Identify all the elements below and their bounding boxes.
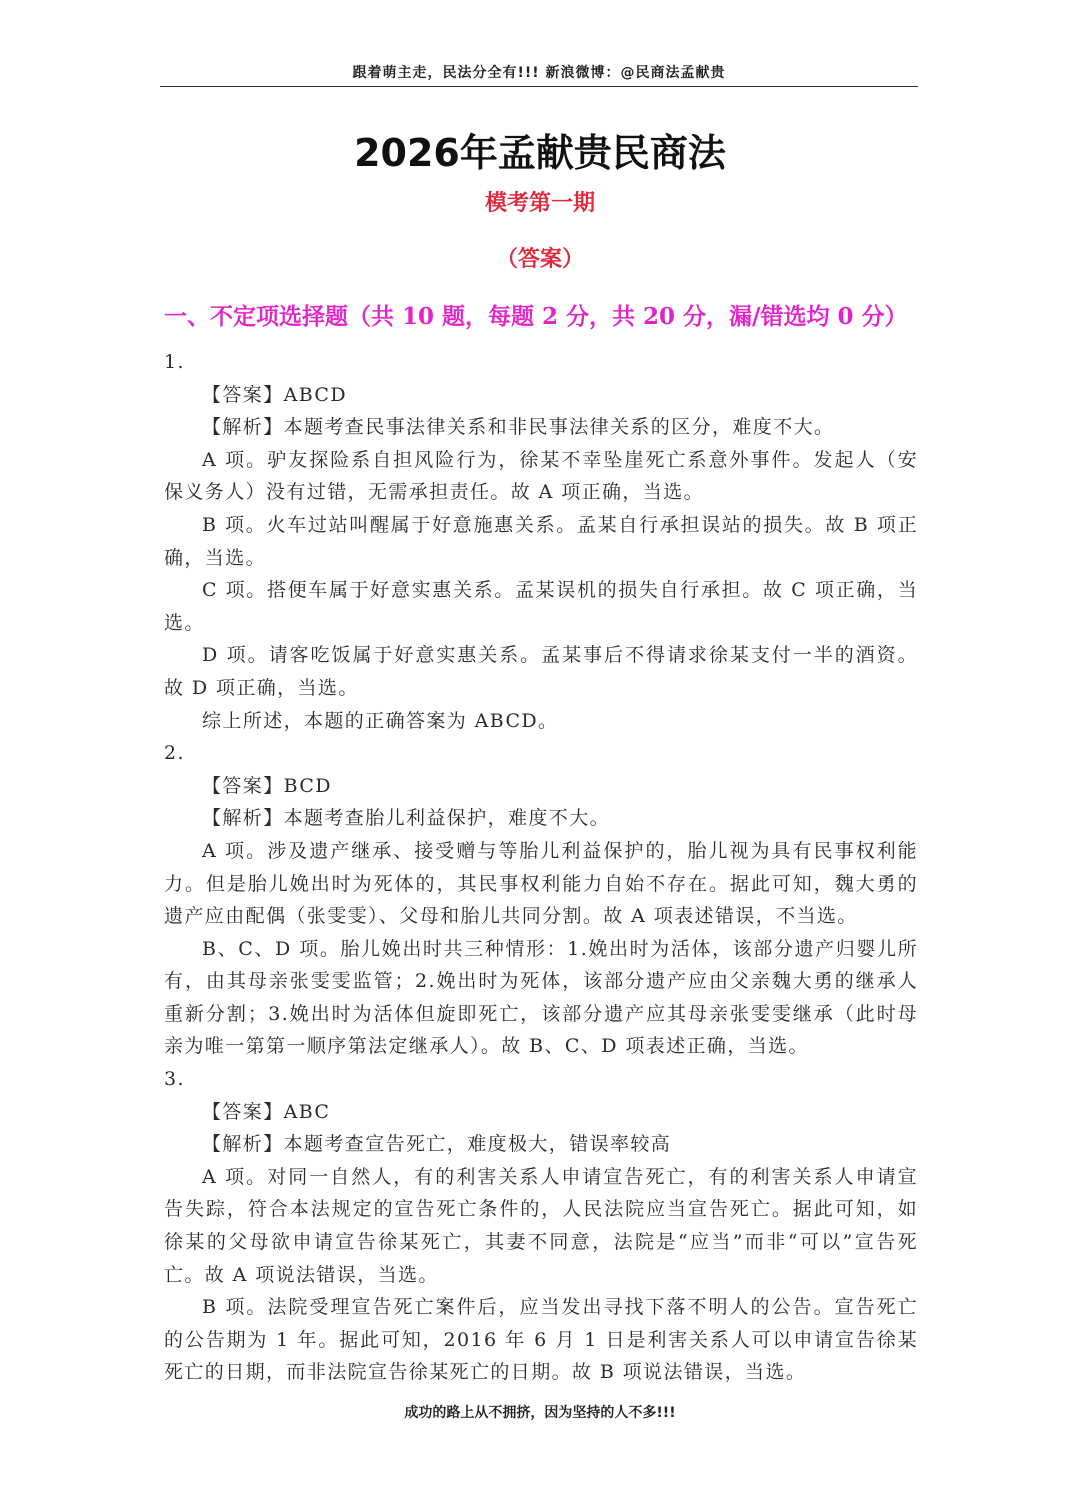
question-number: 3.: [164, 1068, 185, 1091]
analysis-paragraph: A 项。对同一自然人，有的利害关系人申请宣告死亡，有的利害关系人申请宣告失踪，符合本法规定的宣告死亡条件的，人民法院应当宣告死亡。据此可知，如徐某的父母欲申请宣告徐某死亡，其妻不同意，法院是“应当”而非“可以”宣告死亡。故 A 项说法错误，当选。: [164, 1165, 918, 1286]
analysis-paragraph: A 项。涉及遗产继承、接受赠与等胎儿利益保护的，胎儿视为具有民事权利能力。但是胎儿娩出时为死体的，其民事权利能力自始不存在。据此可知，魏大勇的遗产应由配偶（张雯雯）、父母和胎儿共同分割。故 A 项表述错误，不当选。: [164, 839, 918, 928]
question-analysis: 【解析】本题考查宣告死亡，难度极大，错误率较高: [202, 1133, 672, 1156]
question-analysis: 【解析】本题考查民事法律关系和非民事法律关系的区分，难度不大。: [202, 416, 835, 439]
page-header: 跟着萌主走，民法分全有!!! 新浪微博：@民商法孟献贵: [352, 65, 726, 81]
page-footer: 成功的路上从不拥挤，因为坚持的人不多!!!: [404, 1405, 676, 1421]
analysis-paragraph: C 项。搭便车属于好意实惠关系。孟某误机的损失自行承担。故 C 项正确，当选。: [164, 579, 918, 634]
question-number: 2.: [164, 742, 185, 765]
section-title: 一、不定项选择题（共 10 题，每题 2 分，共 20 分，漏/错选均 0 分）: [164, 303, 908, 330]
question-number: 1.: [164, 351, 185, 373]
question-analysis: 【解析】本题考查胎儿利益保护，难度不大。: [202, 807, 611, 830]
analysis-paragraph: 综上所述，本题的正确答案为 ABCD。: [202, 709, 559, 732]
document-body: [164, 346, 918, 1389]
analysis-paragraph: B、C、D 项。胎儿娩出时共三种情形：1.娩出时为活体，该部分遗产归婴儿所有，由其母亲张雯雯监管；2.娩出时为死体，该部分遗产应由父亲魏大勇的继承人重新分割；3.娩出时为活体但旋即死亡，该部分遗产应其母亲张雯雯继承（此时母亲为唯一第第一顺序第法定继承人）。故 B、C、D 项表述正确，当选。: [164, 937, 918, 1058]
analysis-paragraph: B 项。法院受理宣告死亡案件后，应当发出寻找下落不明人的公告。宣告死亡的公告期为 1 年。据此可知，2016 年 6 月 1 日是利害关系人可以申请宣告徐某死亡的日期，而非法院宣告徐某死亡的日期。故 B 项说法错误，当选。: [164, 1296, 918, 1384]
analysis-paragraph: A 项。驴友探险系自担风险行为，徐某不幸坠崖死亡系意外事件。发起人（安保义务人）没有过错，无需承担责任。故 A 项正确，当选。: [164, 448, 918, 504]
question-answer: 【答案】ABC: [202, 1100, 331, 1123]
question-answer: 【答案】ABCD: [202, 383, 348, 406]
answer-tag: （答案）: [495, 246, 584, 272]
analysis-paragraph: D 项。请客吃饭属于好意实惠关系。孟某事后不得请求徐某支付一半的酒资。故 D 项正确，当选。: [164, 644, 918, 699]
document-subtitle: 模考第一期: [484, 190, 595, 216]
analysis-paragraph: B 项。火车过站叫醒属于好意施惠关系。孟某自行承担误站的损失。故 B 项正确，当选。: [164, 513, 918, 569]
document-title: 2026年孟献贵民商法: [354, 131, 726, 175]
question-answer: 【答案】BCD: [202, 774, 332, 797]
header-divider: [160, 86, 918, 87]
